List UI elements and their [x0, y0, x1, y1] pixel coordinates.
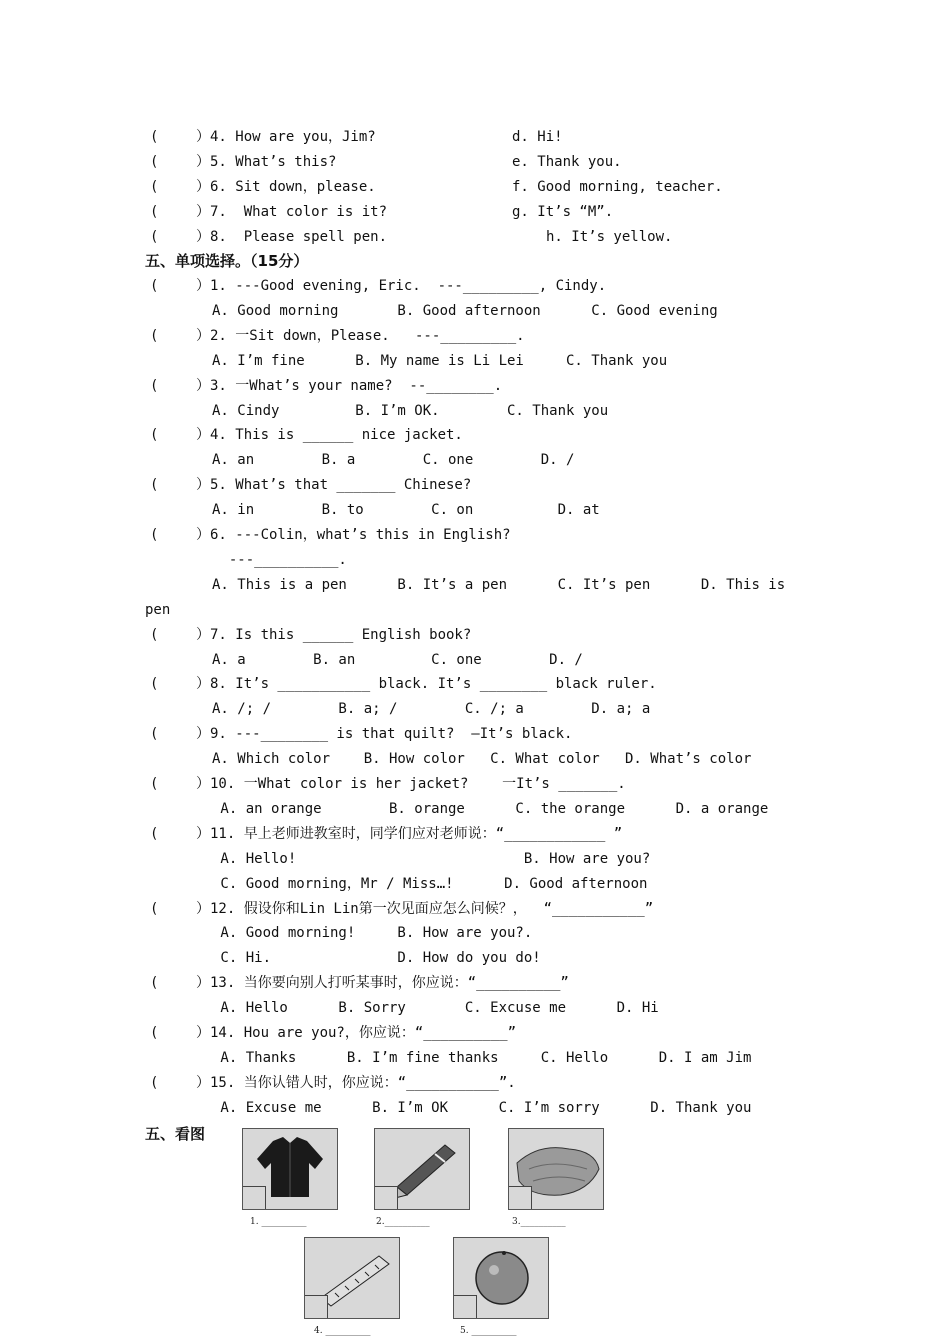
question-text: ）7. Is this ______ English book?: [196, 627, 472, 643]
question-text: ）5. What’s this?: [196, 154, 337, 170]
option-line: A. an orange B. orange C. the orange D. a orange: [212, 801, 769, 817]
orange-picture: [453, 1237, 549, 1319]
paren: (: [150, 278, 159, 294]
paren: (: [150, 328, 159, 344]
option-line: ---__________.: [212, 552, 347, 568]
answer-text: d. Hi!: [512, 129, 563, 145]
section-heading-choice: 五、单项选择。（15分）: [145, 252, 309, 270]
option-line: A. /; / B. a; / C. /; a D. a; a: [212, 701, 651, 717]
picture-caption-5: 5. __________: [460, 1326, 517, 1336]
pen-picture: [374, 1128, 470, 1210]
question-text: ）10. 一What color is her jacket? 一It’s _______.: [196, 776, 626, 792]
paren: (: [150, 975, 159, 991]
question-text: ）7. What color is it?: [196, 204, 388, 220]
question-text: ）14. Hou are you?，你应说：“__________”: [196, 1025, 517, 1041]
paren: (: [150, 204, 159, 220]
question-text: ）4. How are you，Jim?: [196, 129, 376, 145]
option-line: A. Hello B. Sorry C. Excuse me D. Hi: [212, 1000, 659, 1016]
picture-caption-2: 2.__________: [376, 1217, 430, 1227]
question-text: ）3. 一What’s your name? --________.: [196, 378, 503, 394]
paren: (: [150, 776, 159, 792]
picture-caption-1: 1. __________: [250, 1217, 307, 1227]
option-line: A. Cindy B. I’m OK. C. Thank you: [212, 403, 609, 419]
paren: (: [150, 726, 159, 742]
question-text: ）12. 假设你和Lin Lin第一次见面应怎么问候？， “___________”: [196, 901, 654, 917]
section-heading-pictures: 五、看图: [145, 1125, 206, 1143]
quilt-picture: [508, 1128, 604, 1210]
paren: (: [150, 378, 159, 394]
paren: (: [150, 1025, 159, 1041]
ruler-picture: [304, 1237, 400, 1319]
answer-text: h. It’s yellow.: [546, 229, 673, 245]
paren: (: [150, 129, 159, 145]
question-text: ）15. 当你认错人时，你应说：“___________”.: [196, 1075, 516, 1091]
paren: (: [150, 627, 159, 643]
question-text: ）1. ---Good evening, Eric. ---_________, Cindy.: [196, 278, 607, 294]
question-text: ）8. Please spell pen.: [196, 229, 388, 245]
answer-text: e. Thank you.: [512, 154, 622, 170]
option-line: A. Good morning! B. How are you?.: [212, 925, 533, 941]
answer-text: g. It’s “M”.: [512, 204, 614, 220]
option-line: C. Hi. D. How do you do!: [212, 950, 541, 966]
option-line: A. Thanks B. I’m fine thanks C. Hello D. I am Jim: [212, 1050, 752, 1066]
option-line: A. in B. to C. on D. at: [212, 502, 600, 518]
question-text: ）4. This is ______ nice jacket.: [196, 427, 463, 443]
question-text: ）8. It’s ___________ black. It’s ________ black ruler.: [196, 676, 657, 692]
question-text: ）2. 一Sit down，Please. ---_________.: [196, 328, 525, 344]
question-text: ）6. ---Colin，what’s this in English?: [196, 527, 511, 543]
option-line: pen: [145, 602, 171, 618]
paren: (: [150, 901, 159, 917]
paren: (: [150, 154, 159, 170]
question-text: ）9. ---________ is that quilt? —It’s black.: [196, 726, 573, 742]
option-line: C. Good morning，Mr / Miss…! D. Good afternoon: [212, 876, 648, 892]
picture-caption-4: 4. __________: [314, 1326, 371, 1336]
option-line: A. Which color B. How color C. What color D. What’s color: [212, 751, 752, 767]
paren: (: [150, 676, 159, 692]
question-text: ）13. 当你要向别人打听某事时，你应说：“__________”: [196, 975, 569, 991]
option-line: A. Hello! B. How are you?: [212, 851, 651, 867]
option-line: A. a B. an C. one D. /: [212, 652, 583, 668]
option-line: A. I’m fine B. My name is Li Lei C. Thank you: [212, 353, 668, 369]
paren: (: [150, 1075, 159, 1091]
paren: (: [150, 826, 159, 842]
jacket-picture: [242, 1128, 338, 1210]
paren: (: [150, 427, 159, 443]
option-line: A. an B. a C. one D. /: [212, 452, 575, 468]
option-line: A. Excuse me B. I’m OK C. I’m sorry D. Thank you: [212, 1100, 752, 1116]
question-text: ）11. 早上老师进教室时，同学们应对老师说：“____________ ”: [196, 826, 623, 842]
answer-text: f. Good morning, teacher.: [512, 179, 723, 195]
paren: (: [150, 179, 159, 195]
question-text: ）6. Sit down，please.: [196, 179, 376, 195]
question-text: ）5. What’s that _______ Chinese?: [196, 477, 472, 493]
option-line: A. This is a pen B. It’s a pen C. It’s pen D. This is: [212, 577, 786, 593]
paren: (: [150, 229, 159, 245]
paren: (: [150, 527, 159, 543]
picture-caption-3: 3.__________: [512, 1217, 566, 1227]
option-line: A. Good morning B. Good afternoon C. Good evening: [212, 303, 718, 319]
paren: (: [150, 477, 159, 493]
